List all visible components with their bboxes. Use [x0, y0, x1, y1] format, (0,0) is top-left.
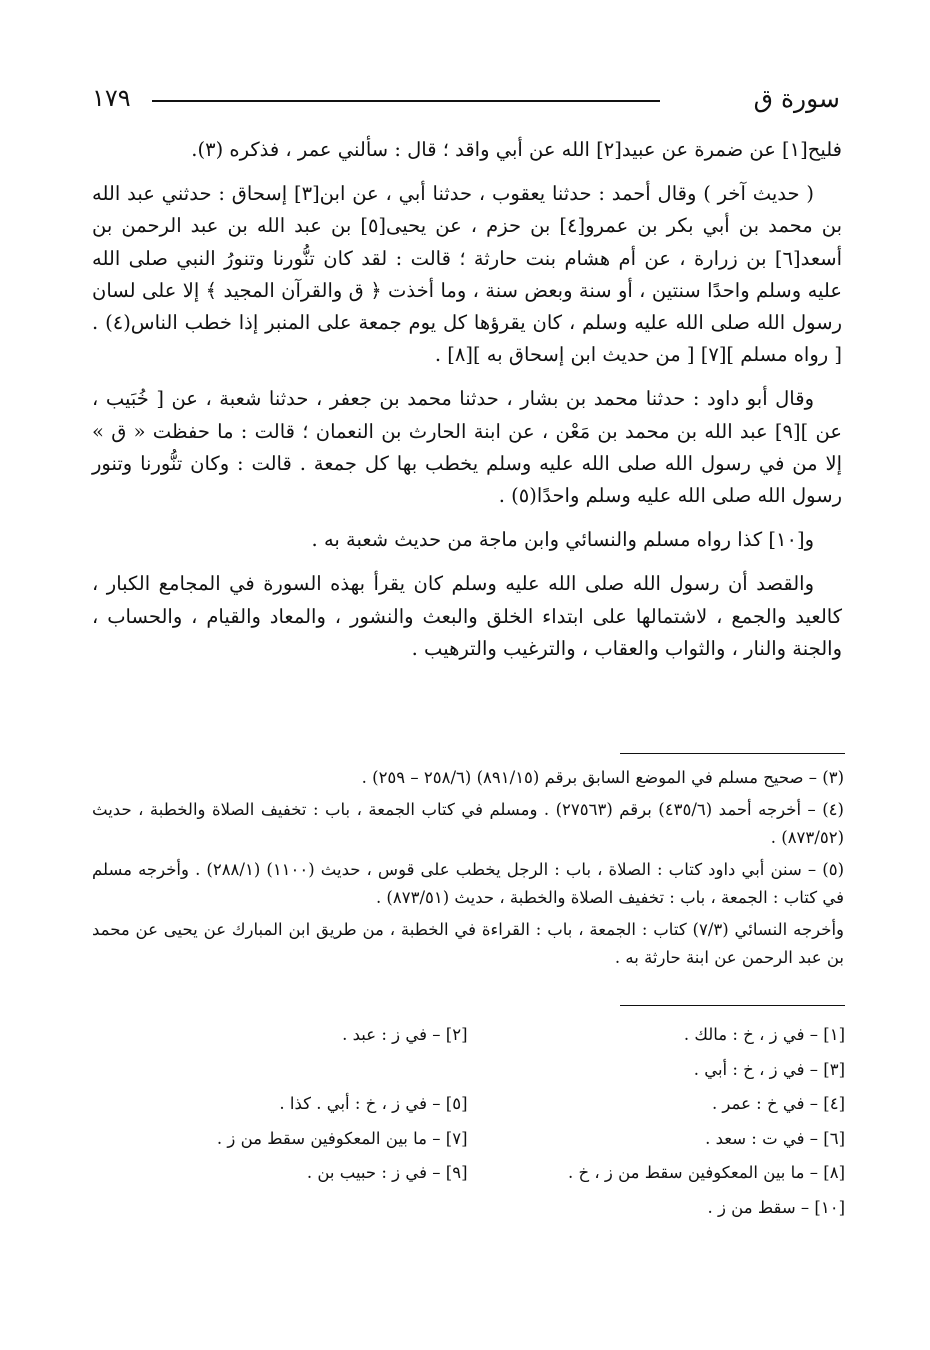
variant-note: [١] – في ز ، خ : مالك .: [683, 1025, 845, 1044]
variant-note: [٣] – في ز ، خ : أبي .: [693, 1059, 845, 1079]
variants-divider: [620, 1005, 845, 1006]
variant-note: [٨] – ما بين المعكوفين سقط من ز ، خ .: [567, 1163, 845, 1182]
variant-note: [٦] – في ت : سعد .: [705, 1128, 845, 1148]
page-number: ١٧٩: [92, 84, 131, 112]
main-text: [92, 134, 842, 677]
variant-note: [٧] – ما بين المعكوفين سقط من ز .: [216, 1128, 468, 1148]
paragraph: والقصد أن رسول الله صلى الله عليه وسلم كان يقرأ بهذه السورة في المجامع الكبار ، كالعيد والجمع ، لاشتمالها على ابتداء الخلق والبعث والنشور ، والمعاد والقيام ، والحساب ، والجنة والنار ، والثواب والعقاب ، والترغيب والترهيب .: [92, 572, 842, 660]
footnote-divider: [620, 753, 845, 754]
footnotes: [92, 764, 844, 976]
paragraph: ( حديث آخر ) وقال أحمد : حدثنا يعقوب ، حدثنا أبي ، عن ابن[٣] إسحاق : حدثني عبد الله بن محمد بن أبي بكر بن عمرو[٤] بن حزم ، عن يحيى[٥] بن عبد الله بن عبد الرحمن بن أسعد[٦] بن زرارة ، عن أم هشام بنت حارثة ؛ قالت : لقد كان تنُّورنا وتنورُ النبي صلى الله عليه وسلم واحدًا سنتين ، أو سنة وبعض سنة ، وما أخذت ﴿ ق والقرآن المجيد ﴾ إلا على لسان رسول الله صلى الله عليه وسلم ، كان يقرؤها كل يوم جمعة على المنبر إذا خطب الناس(٤) . [ رواه مسلم ][٧] [ من حديث ابن إسحاق به ][٨] .: [92, 182, 842, 367]
surah-title: سورة ق: [753, 84, 840, 113]
variant-note: [٩] – في ز : حبيب بن .: [306, 1163, 468, 1182]
header-rule: [152, 100, 660, 102]
paragraph: و[١٠] كذا رواه مسلم والنسائي وابن ماجة من حديث شعبة به .: [311, 528, 814, 552]
footnote: (٣) – صحيح مسلم في الموضع السابق برقم (٨٩١/١٥) (٢٥٨/٦ – ٢٥٩) .: [361, 768, 844, 787]
variant-note: [٤] – في خ : عمر .: [711, 1094, 845, 1113]
variant-note: [١٠] – سقط من ز .: [707, 1197, 845, 1217]
paragraph: وقال أبو داود : حدثنا محمد بن بشار ، حدثنا محمد بن جعفر ، حدثنا شعبة ، عن [ خُبَيب ، عن ][٩] عبد الله بن محمد بن مَعْن ، عن ابنة الحارث بن النعمان ؛ قالت : ما حفظت « ق » إلا من في رسول الله صلى الله عليه وسلم يخطب بها كل جمعة . قالت : وكان تنُّورنا وتنور رسول الله صلى الله عليه وسلم واحدًا(٥) .: [92, 387, 842, 508]
footnote: (٤) – أخرجه أحمد (٤٣٥/٦) برقم (٢٧٥٦٣) . ومسلم في كتاب الجمعة ، باب : تخفيف الصلاة والخطبة ، حديث (٨٧٣/٥٢) .: [92, 800, 844, 847]
variant-note: [٢] – في ز : عبد .: [342, 1025, 468, 1044]
manuscript-variants: [130, 1018, 845, 1225]
page-header: [92, 84, 840, 120]
footnote: وأخرجه النسائي (٧/٣) كتاب : الجمعة ، باب : القراءة في الخطبة ، من طريق ابن المبارك عن يحيى عن محمد بن عبد الرحمن عن ابنة حارثة به .: [92, 920, 844, 967]
variant-note: [٥] – في ز ، خ : أبي . كذا .: [279, 1094, 468, 1113]
paragraph: فليح[١] عن ضمرة عن عبيد[٢] الله عن أبي واقد ؛ قال : سألني عمر ، فذكره (٣).: [191, 138, 842, 161]
footnote: (٥) – سنن أبي داود كتاب : الصلاة ، باب : الرجل يخطب على قوس ، حديث (١١٠٠) (٢٨٨/١) . وأخرجه مسلم في كتاب : الجمعة ، باب : تخفيف الصلاة والخطبة ، حديث (٨٧٣/٥١) .: [92, 860, 844, 907]
